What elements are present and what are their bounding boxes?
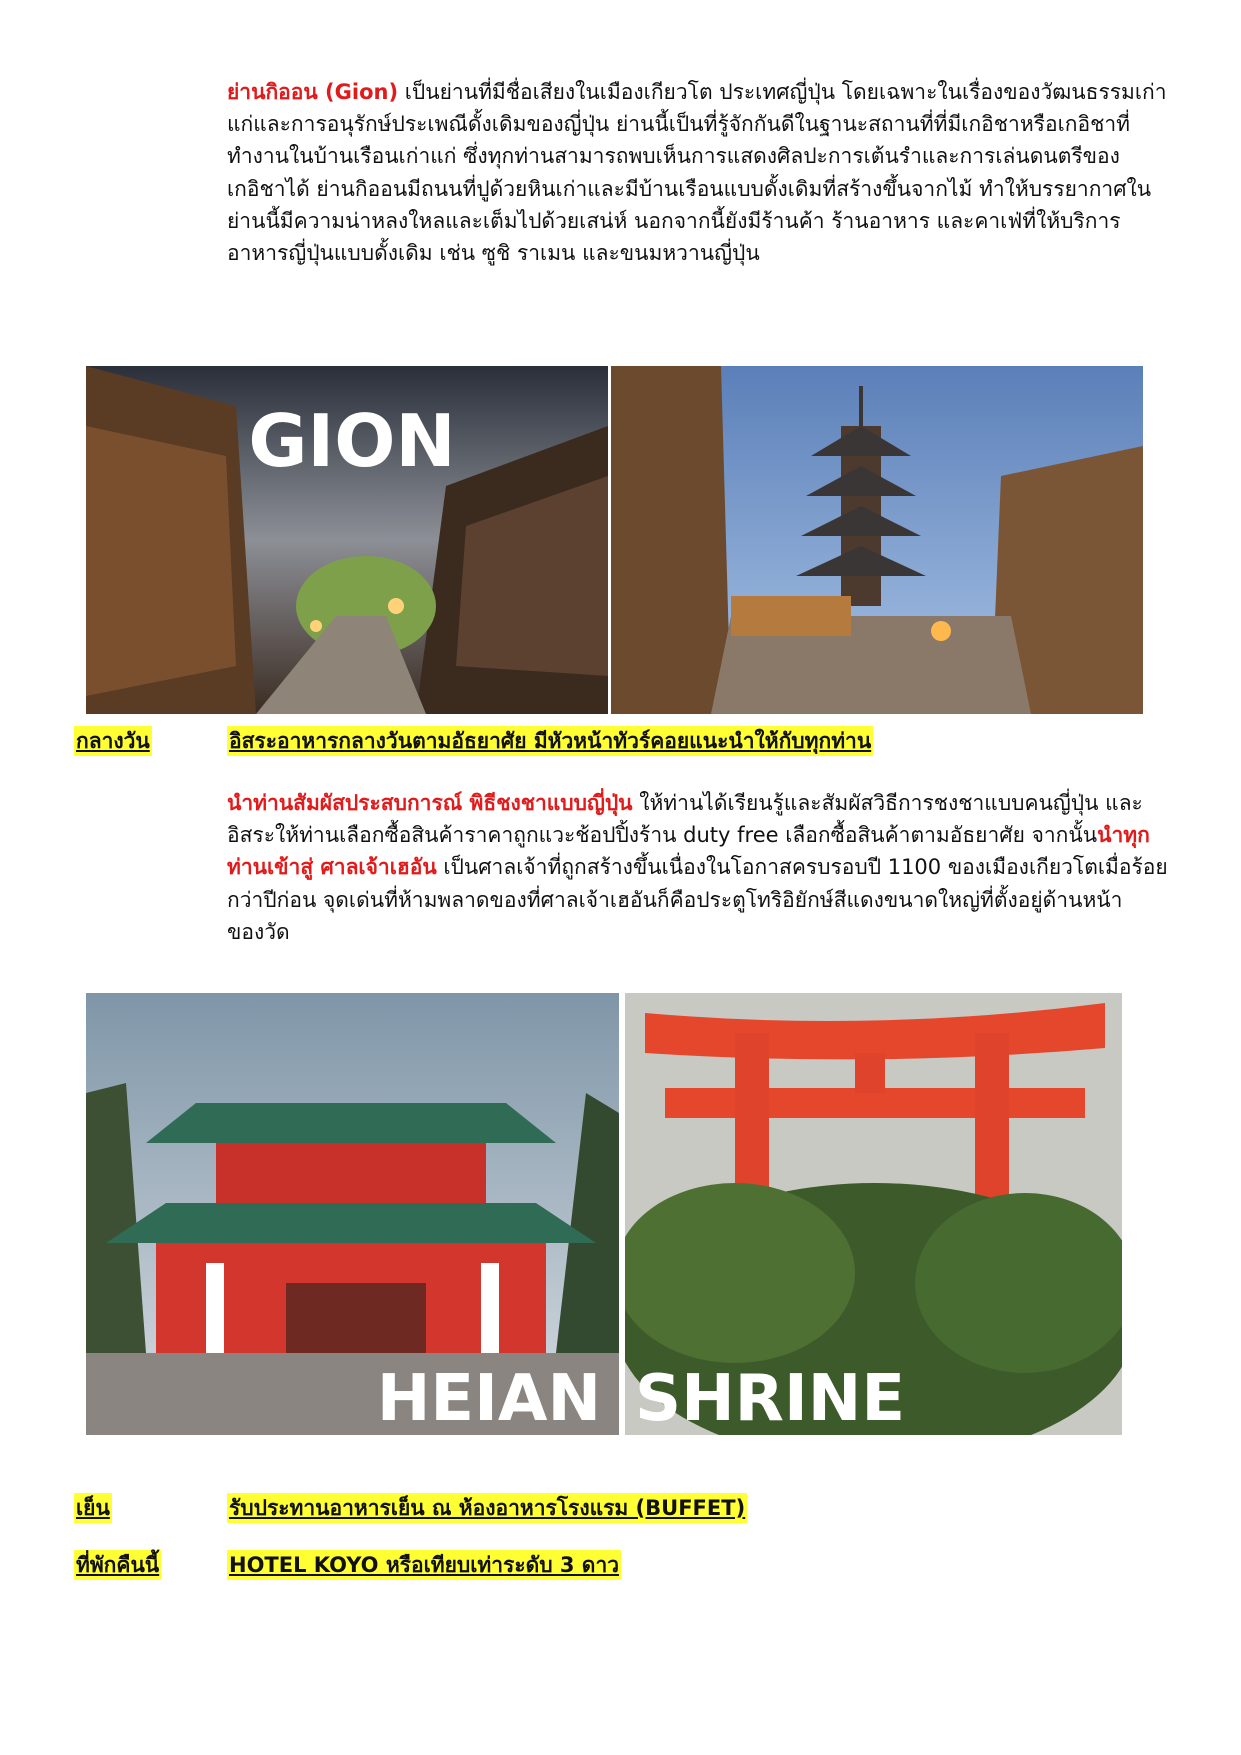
lunch-row <box>74 726 1174 756</box>
hotel-row <box>74 1550 1174 1580</box>
tea-paragraph <box>227 787 1177 948</box>
gion-title: ย่านกิออน (Gion) <box>227 80 399 104</box>
gion-street-photo <box>86 366 608 714</box>
gion-paragraph <box>227 76 1177 269</box>
dinner-label: เย็น <box>74 1493 112 1523</box>
tea-highlight-2: นำทุกท่านเข้าสู่ ศาลเจ้าเฮอัน <box>227 823 1150 880</box>
lunch-text: อิสระอาหารกลางวันตามอัธยาศัย มีหัวหน้าทัวร์คอยแนะนำให้กับทุกท่าน <box>227 726 873 756</box>
hotel-text: HOTEL KOYO หรือเทียบเท่าระดับ 3 ดาว <box>227 1550 621 1580</box>
tea-highlight-1: นำท่านสัมผัสประสบการณ์ พิธีชงชาแบบญี่ปุ่น <box>227 791 633 815</box>
dinner-text: รับประทานอาหารเย็น ณ ห้องอาหารโรงแรม (BUFFET) <box>227 1493 747 1523</box>
gion-photo-caption: GION <box>248 399 456 483</box>
heian-photo-caption-right: SHRINE <box>635 1362 906 1435</box>
hotel-label: ที่พักคืนนี้ <box>74 1550 161 1580</box>
gion-body: เป็นย่านที่มีชื่อเสียงในเมืองเกียวโต ประเทศญี่ปุ่น โดยเฉพาะในเรื่องของวัฒนธรรมเก่าแก่และการอนุรักษ์ประเพณีดั้งเดิมของญี่ปุ่น ย่านนี้เป็นที่รู้จักกันดีในฐานะสถานที่ที่มีเกอิชาหรือเกอิชาที่ทำงานในบ้านเรือนเก่าแก่ ซึ่งทุกท่านสามารถพบเห็นการแสดงศิลปะการเต้นรำและการเล่นดนตรีของเกอิชาได้ ย่านกิออนมีถนนที่ปูด้วยหินเก่าและมีบ้านเรือนแบบดั้งเดิมที่สร้างขึ้นจากไม้ ทำให้บรรยากาศในย่านนี้มีความน่าหลงใหลและเต็มไปด้วยเสน่ห์ นอกจากนี้ยังมีร้านค้า ร้านอาหาร และคาเฟ่ที่ให้บริการอาหารญี่ปุ่นแบบดั้งเดิม เช่น ซูชิ ราเมน และขนมหวานญี่ปุ่น <box>227 80 1167 266</box>
heian-gate-photo <box>86 993 619 1435</box>
lunch-label: กลางวัน <box>74 726 152 756</box>
heian-torii-photo <box>625 993 1122 1435</box>
heian-photo-caption-left: HEIAN <box>376 1362 601 1435</box>
tea-text-2: เป็นศาลเจ้าที่ถูกสร้างขึ้นเนื่องในโอกาสครบรอบปี 1100 ของเมืองเกียวโตเมื่อร้อยกว่าปีก่อน จุดเด่นที่ห้ามพลาดของที่ศาลเจ้าเฮอันก็คือประตูโทริอิยักษ์สีแดงขนาดใหญ่ที่ตั้งอยู่ด้านหน้าของวัด <box>227 855 1168 944</box>
tea-text-1: ให้ท่านได้เรียนรู้และสัมผัสวิธีการชงชาแบบคนญี่ปุ่น และอิสระให้ท่านเลือกซื้อสินค้าราคาถูกแวะช้อปปิ้งร้าน duty free เลือกซื้อสินค้าตามอัธยาศัย จากนั้น <box>227 791 1143 848</box>
dinner-row <box>74 1493 1174 1523</box>
gion-pagoda-photo <box>611 366 1143 714</box>
